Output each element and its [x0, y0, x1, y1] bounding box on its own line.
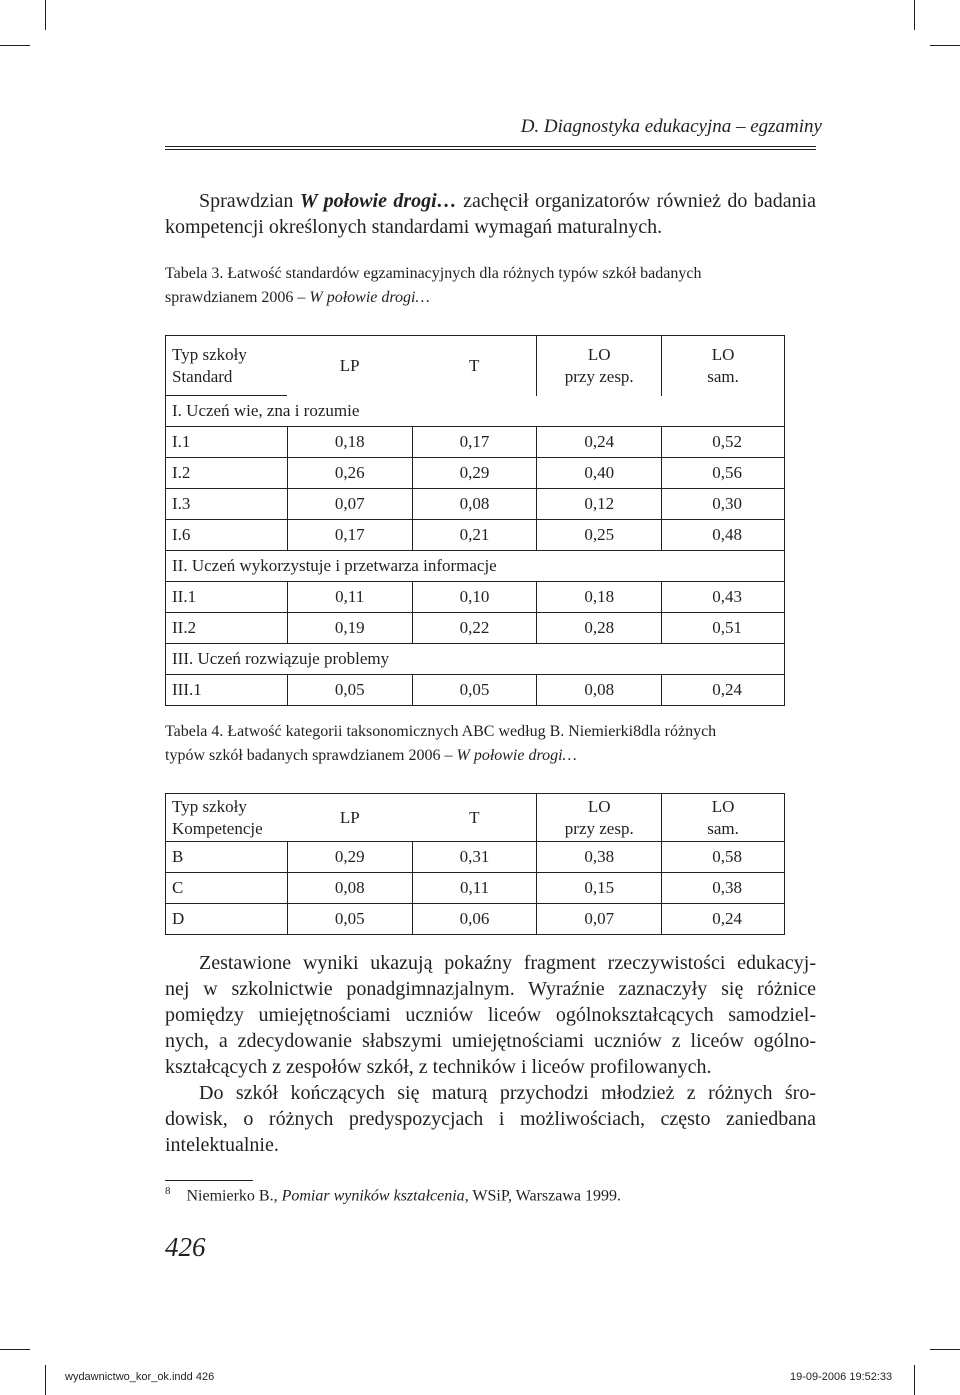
table4-caption [165, 720, 816, 768]
table-4 [165, 793, 785, 935]
caption-line: sprawdzianem 2006 – [165, 289, 310, 306]
value-cell: 0,22 [412, 613, 537, 644]
header-cell: T [412, 794, 537, 842]
header-label: przy zesp. [564, 366, 634, 386]
caption-title-emphasis: W połowie drogi… [456, 747, 577, 764]
table-row [166, 842, 785, 873]
section-title: III. Uczeń rozwiązuje problemy [166, 644, 785, 675]
value-cell: 0,40 [537, 458, 662, 489]
value-cell: 0,18 [537, 582, 662, 613]
value-cell: 0,24 [662, 675, 785, 706]
crop-mark [930, 45, 960, 46]
value-cell: 0,19 [287, 613, 412, 644]
value-cell: 0,12 [537, 489, 662, 520]
table-row [166, 427, 785, 458]
header-label: LO [587, 344, 611, 364]
body-line: Zestawione wyniki ukazują pokaźny fragment rzeczywistości edukacyj- [199, 952, 816, 974]
table-header-row [166, 794, 785, 842]
page-number: 426 [165, 1232, 206, 1262]
value-cell: 0,08 [287, 873, 412, 904]
value-cell: 0,52 [662, 427, 785, 458]
header-cell [166, 794, 288, 842]
running-header: D. Diagnostyka edukacyjna – egzaminy [520, 116, 822, 137]
header-rule [165, 146, 816, 147]
table-row [166, 613, 785, 644]
header-label: Kompetencje [172, 818, 263, 838]
header-cell [537, 336, 662, 396]
row-label: II.1 [166, 582, 288, 613]
value-cell: 0,58 [662, 842, 785, 873]
header-label: Typ szkoły [172, 344, 247, 364]
value-cell: 0,08 [412, 489, 537, 520]
body-line: nej w szkolnictwie ponadgimnazjalnym. Wyraźnie zaznaczyły się różnice [165, 978, 816, 1000]
caption-line: Tabela 3. Łatwość standardów egzaminacyjnych dla różnych typów szkół badanych [165, 265, 702, 282]
value-cell: 0,56 [662, 458, 785, 489]
footnote-rule [165, 1180, 253, 1181]
header-cell [662, 336, 785, 396]
slug-filename: wydawnictwo_kor_ok.indd 426 [65, 1371, 215, 1383]
body-line: dowisk, o różnych predyspozycjach i możliwościach, często zaniedbana [165, 1108, 816, 1130]
value-cell: 0,25 [537, 520, 662, 551]
value-cell: 0,43 [662, 582, 785, 613]
value-cell: 0,05 [412, 675, 537, 706]
row-label: I.3 [166, 489, 288, 520]
body-line: Do szkół kończących się maturą przychodzi młodzież z różnych śro- [199, 1082, 816, 1104]
header-label: sam. [707, 366, 739, 386]
footnote [165, 1185, 621, 1205]
value-cell: 0,05 [287, 675, 412, 706]
header-rule [165, 149, 816, 150]
header-label: LO [711, 344, 735, 364]
header-cell: LP [287, 794, 412, 842]
value-cell: 0,05 [287, 904, 412, 935]
header-label: Standard [172, 366, 233, 386]
header-label: LO [711, 796, 735, 816]
table-row [166, 904, 785, 935]
value-cell: 0,29 [412, 458, 537, 489]
footnote-number: 8 [165, 1185, 171, 1197]
value-cell: 0,38 [662, 873, 785, 904]
intro-paragraph [165, 188, 816, 240]
body-line: kształcących z zespołów szkół, z techników i liceów profilowanych. [165, 1056, 712, 1078]
section-title: I. Uczeń wie, zna i rozumie [166, 396, 785, 427]
value-cell: 0,24 [662, 904, 785, 935]
value-cell: 0,26 [287, 458, 412, 489]
value-cell: 0,51 [662, 613, 785, 644]
value-cell: 0,07 [537, 904, 662, 935]
body-line: nych, a zdecydowanie słabszymi umiejętnościami uczniów z liceów ogólno- [165, 1030, 816, 1052]
header-cell [166, 336, 288, 396]
footnote-rest: , WSiP, Warszawa 1999. [464, 1187, 622, 1205]
intro-text: kompetencji określonych standardami wymagań maturalnych. [165, 216, 663, 238]
crop-mark [45, 1365, 46, 1395]
row-label: I.6 [166, 520, 288, 551]
crop-mark [0, 45, 30, 46]
crop-mark [930, 1349, 960, 1350]
table3-caption [165, 262, 816, 310]
crop-mark [914, 0, 915, 30]
value-cell: 0,15 [537, 873, 662, 904]
header-cell [662, 794, 785, 842]
intro-title-emphasis: W połowie drogi… [299, 190, 457, 212]
table-row [166, 458, 785, 489]
body-line: pomiędzy umiejętnościami uczniów liceów ogólnokształcących samodziel- [165, 1004, 816, 1026]
value-cell: 0,08 [537, 675, 662, 706]
section-title: II. Uczeń wykorzystuje i przetwarza informacje [166, 551, 785, 582]
caption-line: Tabela 4. Łatwość kategorii taksonomicznych ABC według B. Niemierki8dla różnych [165, 723, 717, 740]
caption-line: typów szkół badanych sprawdzianem 2006 – [165, 747, 457, 764]
table-3 [165, 335, 785, 706]
body-text [165, 950, 816, 1158]
header-label: Typ szkoły [172, 796, 247, 816]
row-label: III.1 [166, 675, 288, 706]
row-label: I.2 [166, 458, 288, 489]
value-cell: 0,24 [537, 427, 662, 458]
crop-mark [914, 1365, 915, 1395]
row-label: II.2 [166, 613, 288, 644]
intro-text: zachęcił organizatorów również do badania [456, 190, 817, 212]
header-cell: T [412, 336, 537, 396]
table-row [166, 873, 785, 904]
footnote-author: Niemierko B., [186, 1187, 282, 1205]
header-cell [537, 794, 662, 842]
table-row [166, 489, 785, 520]
value-cell: 0,11 [412, 873, 537, 904]
row-label: D [166, 904, 288, 935]
table-row [166, 582, 785, 613]
value-cell: 0,11 [287, 582, 412, 613]
value-cell: 0,30 [662, 489, 785, 520]
value-cell: 0,38 [537, 842, 662, 873]
body-line: intelektualnie. [165, 1134, 279, 1156]
header-label: przy zesp. [564, 818, 634, 838]
intro-text: Sprawdzian [199, 190, 300, 212]
caption-title-emphasis: W połowie drogi… [309, 289, 430, 306]
value-cell: 0,06 [412, 904, 537, 935]
header-label: sam. [707, 818, 739, 838]
value-cell: 0,17 [287, 520, 412, 551]
value-cell: 0,28 [537, 613, 662, 644]
footnote-title: Pomiar wyników kształcenia [281, 1187, 465, 1205]
row-label: C [166, 873, 288, 904]
row-label: I.1 [166, 427, 288, 458]
value-cell: 0,48 [662, 520, 785, 551]
slug-datetime: 19-09-2006 19:52:33 [790, 1371, 893, 1383]
value-cell: 0,07 [287, 489, 412, 520]
section-row [166, 551, 785, 582]
table-row [166, 520, 785, 551]
value-cell: 0,21 [412, 520, 537, 551]
row-label: B [166, 842, 288, 873]
section-row [166, 396, 785, 427]
value-cell: 0,29 [287, 842, 412, 873]
value-cell: 0,10 [412, 582, 537, 613]
table-row [166, 675, 785, 706]
value-cell: 0,31 [412, 842, 537, 873]
value-cell: 0,18 [287, 427, 412, 458]
header-label: LO [587, 796, 611, 816]
table-header-row [166, 336, 785, 396]
crop-mark [0, 1349, 30, 1350]
section-row [166, 644, 785, 675]
header-cell: LP [287, 336, 412, 396]
value-cell: 0,17 [412, 427, 537, 458]
crop-mark [45, 0, 46, 30]
